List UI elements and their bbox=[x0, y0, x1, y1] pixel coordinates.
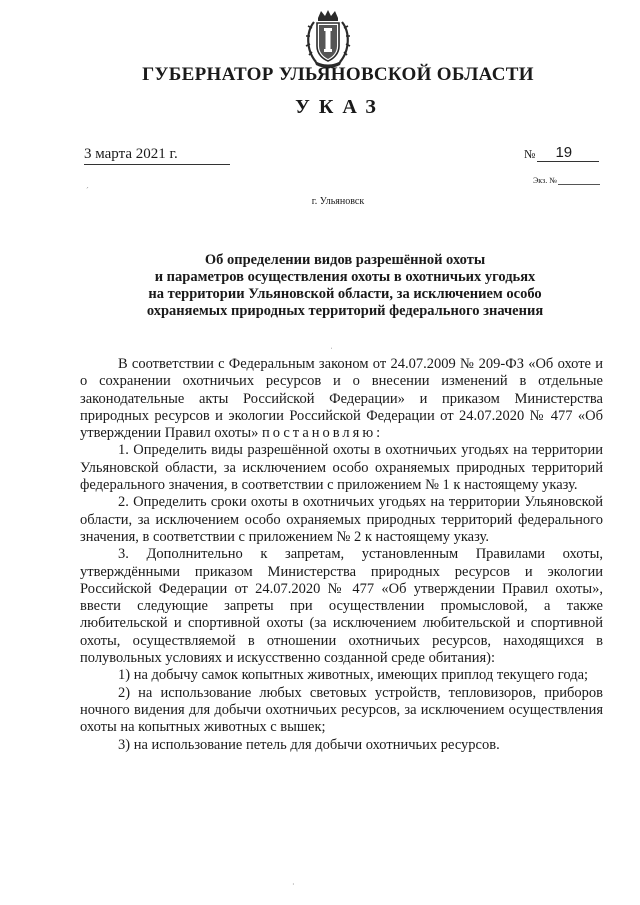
copy-number-line bbox=[558, 184, 600, 185]
decree-number bbox=[524, 144, 599, 162]
item-paragraph: 2. Определить сроки охоты в охотничьих угодьях на территории Ульяновской области, за исключением особо охраняемых природных территорий федерального значения, в соответствии с приложением № 2 к настоящему указу. bbox=[80, 494, 603, 545]
title-line: Об определении видов разрешённой охоты bbox=[204, 252, 486, 268]
document-type: УКАЗ bbox=[295, 96, 385, 118]
item-paragraph: 1. Определить виды разрешённой охоты в охотничьих угодьях на территории Ульяновской области, за исключением особо охраняемых природных территорий федерального значения, в соответствии с приложением № 1 к настоящему указу. bbox=[80, 442, 603, 494]
scan-mark: ˌ bbox=[330, 340, 333, 349]
number-sign: № bbox=[524, 147, 536, 161]
title-line: охраняемых природных территорий федерального значения bbox=[146, 303, 544, 319]
title-line: на территории Ульяновской области, за исключением особо bbox=[148, 286, 542, 302]
title-line: и параметров осуществления охоты в охотничьих угодьях bbox=[154, 269, 536, 285]
number-value: 19 bbox=[537, 144, 599, 162]
item-paragraph: 3. Дополнительно к запретам, установленным Правилами охоты, утверждёнными приказом Министерства природных ресурсов и экологии Российской Федерации от 24.07.2020 № 477 «Об утверждении Правил охоты», ввести следующие запреты при осуществлении промысловой, а также любительской и спортивной охоты (за исключением любительской и спортивной охоты, осуществляемой в отношении охотничьих ресурсов, находящихся в полувольных условиях и искусственно созданной среде обитания): bbox=[80, 546, 603, 667]
subitem-paragraph: 3) на использование петель для добычи охотничьих ресурсов. bbox=[118, 736, 500, 753]
subitem-paragraph: 1) на добычу самок копытных животных, имеющих приплод текущего года; bbox=[118, 667, 589, 684]
decree-body bbox=[80, 356, 603, 754]
scan-mark: · bbox=[292, 880, 295, 889]
city: г. Ульяновск bbox=[311, 196, 365, 207]
coat-of-arms-icon bbox=[302, 8, 354, 70]
copy-label: Экз. № bbox=[533, 176, 557, 185]
preamble-text: В соответствии с Федеральным законом от 24.07.2009 № 209-ФЗ «Об охоте и о сохранении охотничьих ресурсов и о внесении изменений в отдельные законодательные акты Российской Федерации» и приказом Министерства природных ресурсов и экологии Российской Федерации от 24.07.2020 № 477 «Об утверждении Правил охоты» bbox=[80, 356, 603, 442]
decree-date: 3 марта 2021 г. bbox=[84, 146, 230, 165]
authority-name: ГУБЕРНАТОР УЛЬЯНОВСКОЙ ОБЛАСТИ bbox=[142, 64, 534, 85]
resolve-word: постановляю: bbox=[262, 425, 384, 442]
scan-mark: ˊ bbox=[86, 186, 89, 195]
decree-title bbox=[80, 252, 610, 320]
copy-number bbox=[533, 176, 600, 185]
preamble-paragraph bbox=[80, 356, 603, 442]
subitem-paragraph: 2) на использование любых световых устройств, тепловизоров, приборов ночного видения для добычи охотничьих ресурсов, за исключением осуществления охоты на копытных животных с вышек; bbox=[80, 684, 603, 736]
